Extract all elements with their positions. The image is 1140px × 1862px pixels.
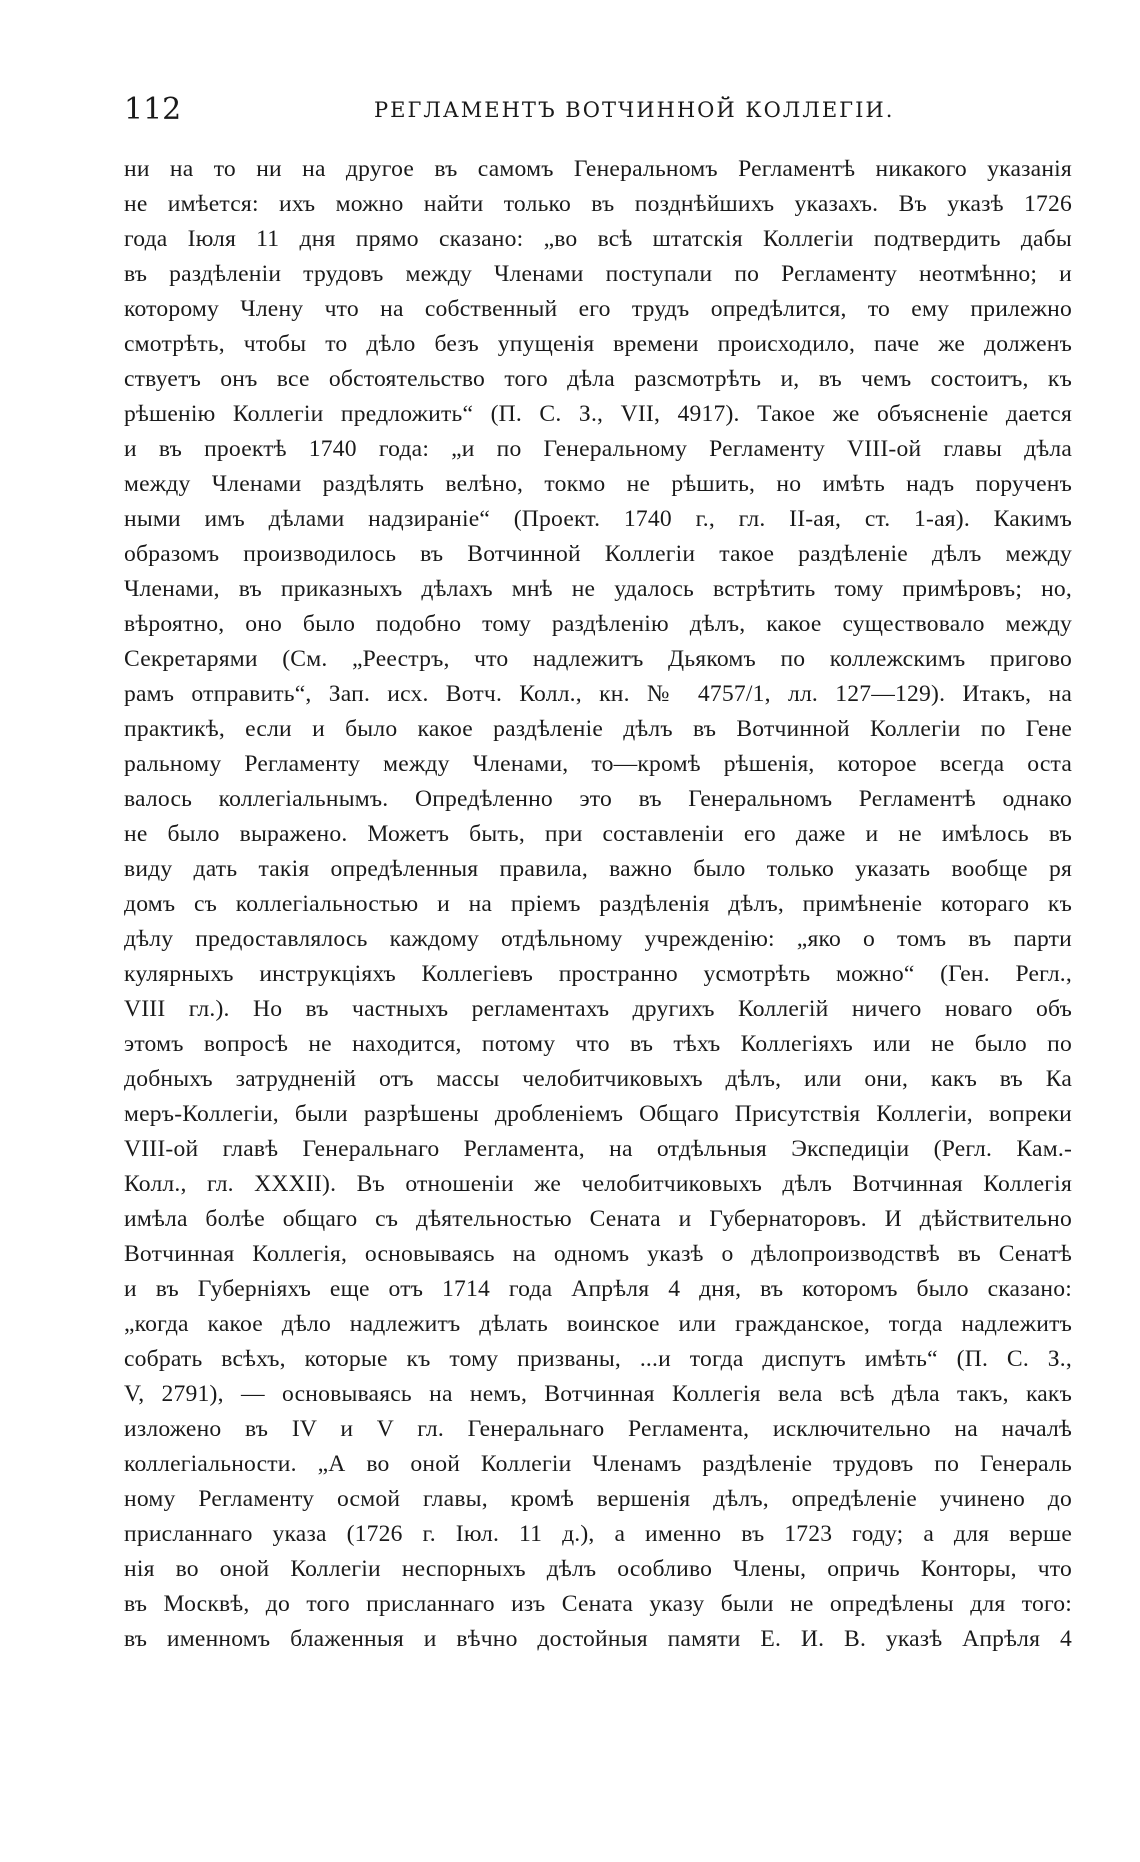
running-title: РЕГЛАМЕНТЪ ВОТЧИННОЙ КОЛЛЕГІИ. (374, 98, 895, 122)
text-line: между Членами раздѣлять велѣно, токмо не рѣшить, но имѣть надъ порученъ (124, 471, 1072, 497)
text-line: VIII гл.). Но въ частныхъ регламентахъ другихъ Коллегій ничего новаго объ (124, 996, 1072, 1022)
text-line: кулярныхъ инструкціяхъ Коллегіевъ пространно усмотрѣть можно“ (Ген. Регл., (124, 961, 1072, 987)
text-line: меръ-Коллегіи, были разрѣшены дробленіемъ Общаго Присутствія Коллегіи, вопреки (124, 1101, 1072, 1127)
text-line: собрать всѣхъ, которые къ тому призваны, ...и тогда диспутъ имѣть“ (П. С. З., (124, 1346, 1072, 1372)
text-line: Колл., гл. XXXII). Въ отношеніи же челобитчиковыхъ дѣлъ Вотчинная Коллегія (124, 1171, 1072, 1197)
text-line: ному Регламенту осмой главы, кромѣ вершенія дѣлъ, опредѣленіе учинено до (124, 1486, 1072, 1512)
text-line: ствуетъ онъ все обстоятельство того дѣла разсмотрѣть и, въ чемъ состоитъ, къ (124, 366, 1072, 392)
text-line: „когда какое дѣло надлежитъ дѣлать воинское или гражданское, тогда надлежитъ (124, 1311, 1072, 1337)
text-line: вѣроятно, оно было подобно тому раздѣленію дѣлъ, какое существовало между (124, 611, 1072, 637)
text-line: не имѣется: ихъ можно найти только въ позднѣйшихъ указахъ. Въ указѣ 1726 (124, 191, 1072, 217)
text-line: ральному Регламенту между Членами, то—кромѣ рѣшенія, которое всегда оста (124, 751, 1072, 777)
text-line: имѣла болѣе общаго съ дѣятельностью Сената и Губернаторовъ. И дѣйствительно (124, 1206, 1072, 1232)
text-line: дѣлу предоставлялось каждому отдѣльному учрежденію: „яко о томъ въ парти (124, 926, 1072, 952)
text-line: Членами, въ приказныхъ дѣлахъ мнѣ не удалось встрѣтить тому примѣровъ; но, (124, 576, 1072, 602)
text-line: которому Члену что на собственный его трудъ опредѣлится, то ему прилежно (124, 296, 1072, 322)
text-line: ными имъ дѣлами надзираніе“ (Проект. 1740 г., гл. II-ая, ст. 1-ая). Какимъ (124, 506, 1072, 532)
text-line: домъ съ коллегіальностью и на пріемъ раздѣленія дѣлъ, примѣненіе котораго къ (124, 891, 1072, 917)
text-line: ни на то ни на другое въ самомъ Генеральномъ Регламентѣ никакого указанія (124, 156, 1072, 182)
text-line: V, 2791), — основываясь на немъ, Вотчинная Коллегія вела всѣ дѣла такъ, какъ (124, 1381, 1072, 1407)
text-line: коллегіальности. „А во оной Коллегіи Членамъ раздѣленіе трудовъ по Генераль (124, 1451, 1072, 1477)
text-line: въ Москвѣ, до того присланнаго изъ Сената указу были не опредѣлены для того: (124, 1591, 1072, 1617)
text-line: не было выражено. Можетъ быть, при составленіи его даже и не имѣлось въ (124, 821, 1072, 847)
text-line: года Іюля 11 дня прямо сказано: „во всѣ штатскія Коллегіи подтвердить дабы (124, 226, 1072, 252)
text-line: добныхъ затрудненій отъ массы челобитчиковыхъ дѣлъ, или они, какъ въ Ка (124, 1066, 1072, 1092)
text-line: Вотчинная Коллегія, основываясь на одномъ указѣ о дѣлопроизводствѣ въ Сенатѣ (124, 1241, 1072, 1267)
text-line: практикѣ, если и было какое раздѣленіе дѣлъ въ Вотчинной Коллегіи по Гене (124, 716, 1072, 742)
page-header (124, 92, 1070, 132)
text-line: въ раздѣленіи трудовъ между Членами поступали по Регламенту неотмѣнно; и (124, 261, 1072, 287)
text-line: виду дать такія опредѣленныя правила, важно было только указать вообще ря (124, 856, 1072, 882)
text-line: смотрѣть, чтобы то дѣло безъ упущенія времени происходило, паче же долженъ (124, 331, 1072, 357)
text-line: нія во оной Коллегіи неспорныхъ дѣлъ особливо Члены, опричь Конторы, что (124, 1556, 1072, 1582)
text-line: VIII-ой главѣ Генеральнаго Регламента, на отдѣльныя Экспедиціи (Регл. Кам.- (124, 1136, 1072, 1162)
text-line: и въ Губерніяхъ еще отъ 1714 года Апрѣля 4 дня, въ которомъ было сказано: (124, 1276, 1072, 1302)
text-line: въ именномъ блаженныя и вѣчно достойныя памяти Е. И. В. указѣ Апрѣля 4 (124, 1626, 1072, 1652)
body-text (124, 152, 1072, 1657)
text-line: рамъ отправить“, Зап. исх. Вотч. Колл., кн. № 4757/1, лл. 127—129). Итакъ, на (124, 681, 1072, 707)
text-line: и въ проектѣ 1740 года: „и по Генеральному Регламенту VIII-ой главы дѣла (124, 436, 1072, 462)
text-line: этомъ вопросѣ не находится, потому что въ тѣхъ Коллегіяхъ или не было по (124, 1031, 1072, 1057)
text-line: образомъ производилось въ Вотчинной Коллегіи такое раздѣленіе дѣлъ между (124, 541, 1072, 567)
text-line: валось коллегіальнымъ. Опредѣленно это въ Генеральномъ Регламентѣ однако (124, 786, 1072, 812)
page-number: 112 (124, 92, 182, 127)
text-line: присланнаго указа (1726 г. Іюл. 11 д.), а именно въ 1723 году; а для верше (124, 1521, 1072, 1547)
text-line: Секретарями (См. „Реестръ, что надлежитъ Дьякомъ по коллежскимъ пригово (124, 646, 1072, 672)
text-line: рѣшенію Коллегіи предложить“ (П. С. З., VII, 4917). Такое же объясненіе дается (124, 401, 1072, 427)
text-line: изложено въ IV и V гл. Генеральнаго Регламента, исключительно на началѣ (124, 1416, 1072, 1442)
